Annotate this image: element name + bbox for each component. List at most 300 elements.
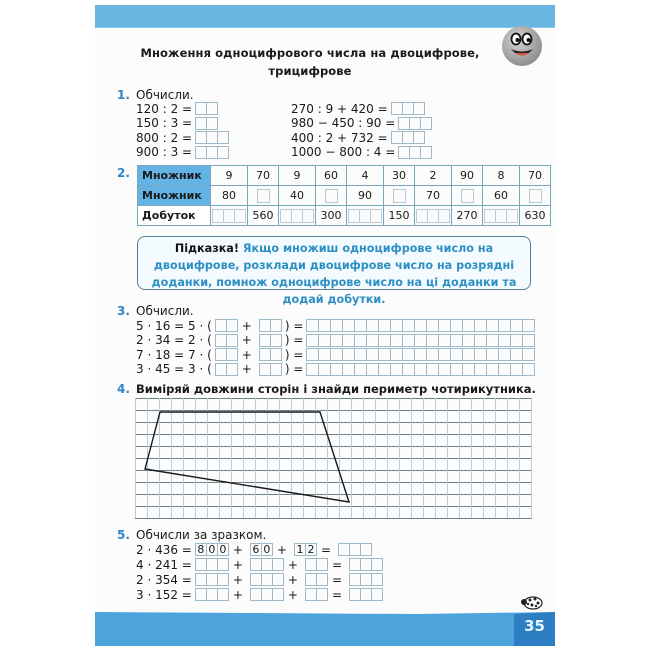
answer-digit-box[interactable] bbox=[361, 559, 372, 570]
tens-boxes[interactable] bbox=[250, 543, 273, 556]
answer-digit-box[interactable] bbox=[307, 349, 319, 360]
answer-digit-box[interactable] bbox=[207, 589, 218, 600]
answer-digit-box[interactable] bbox=[379, 320, 391, 331]
factor-2-cell: 90 bbox=[347, 186, 384, 206]
answer-digit-box[interactable] bbox=[343, 335, 355, 346]
answer-digit-box[interactable] bbox=[511, 335, 523, 346]
answer-digit-box[interactable] bbox=[251, 559, 262, 570]
answer-digit-box[interactable] bbox=[410, 118, 421, 129]
answer-digit-box[interactable] bbox=[463, 364, 475, 375]
answer-digit-box[interactable] bbox=[451, 320, 463, 331]
answer-digit-box[interactable] bbox=[428, 210, 439, 222]
factor-2-cell[interactable] bbox=[384, 186, 415, 206]
answer-digit-box[interactable] bbox=[379, 335, 391, 346]
answer-digit-box[interactable] bbox=[403, 364, 415, 375]
equation-expression: 4 · 241 = bbox=[136, 557, 192, 572]
answer-boxes[interactable] bbox=[195, 131, 229, 144]
answer-digit-box[interactable] bbox=[319, 335, 331, 346]
answer-digit-box[interactable] bbox=[306, 559, 317, 570]
decomposition-row bbox=[136, 319, 535, 332]
answer-digit-box[interactable] bbox=[306, 574, 317, 585]
task-3-number: 3. bbox=[117, 304, 130, 318]
units-answer-boxes[interactable] bbox=[259, 348, 282, 361]
answer-boxes[interactable] bbox=[416, 209, 450, 223]
answer-digit-box[interactable] bbox=[475, 364, 487, 375]
equation-expression: 7 · 18 = 7 · ( bbox=[136, 347, 212, 362]
answer-digit-box[interactable] bbox=[307, 335, 319, 346]
result-answer-boxes[interactable] bbox=[306, 348, 535, 361]
answer-digit-box[interactable] bbox=[224, 210, 235, 222]
factor-1-cell: 2 bbox=[415, 166, 452, 186]
answer-digit-box[interactable] bbox=[271, 335, 281, 346]
answer-digit-box[interactable] bbox=[417, 210, 428, 222]
answer-digit-box[interactable] bbox=[260, 335, 271, 346]
plus-sign: + bbox=[232, 572, 243, 587]
answer-boxes[interactable] bbox=[212, 209, 246, 223]
factor-1-cell: 30 bbox=[384, 166, 415, 186]
answer-digit-box[interactable] bbox=[421, 118, 431, 129]
plus-sign: + bbox=[276, 542, 287, 557]
units-boxes[interactable] bbox=[305, 558, 328, 571]
units-answer-boxes[interactable] bbox=[259, 334, 282, 347]
equation-expression: 150 : 3 = bbox=[136, 116, 193, 130]
task-4-label: Виміряй довжини сторін і знайди периметр чотирикутника. bbox=[136, 382, 536, 396]
factor-1-cell: 8 bbox=[483, 166, 520, 186]
answer-box[interactable] bbox=[461, 189, 474, 203]
product-cell: 150 bbox=[384, 206, 415, 226]
answer-digit-box[interactable]: 8 bbox=[196, 544, 207, 555]
answer-digit-box[interactable] bbox=[251, 574, 262, 585]
answer-digit-box[interactable] bbox=[367, 335, 379, 346]
answer-digit-box[interactable]: 0 bbox=[207, 544, 218, 555]
equals-sign: = bbox=[331, 572, 343, 587]
factor-1-cell: 9 bbox=[279, 166, 316, 186]
plus-sign: + bbox=[232, 557, 243, 572]
answer-digit-box[interactable] bbox=[475, 335, 487, 346]
factor-1-cell: 70 bbox=[520, 166, 551, 186]
answer-digit-box[interactable] bbox=[403, 320, 415, 331]
smiley-face-icon bbox=[500, 24, 544, 68]
answer-boxes[interactable] bbox=[280, 209, 314, 223]
answer-digit-box[interactable] bbox=[262, 574, 273, 585]
answer-digit-box[interactable] bbox=[216, 320, 227, 331]
tens-boxes[interactable] bbox=[250, 558, 284, 571]
answer-digit-box[interactable] bbox=[355, 349, 367, 360]
factor-1-cell: 60 bbox=[316, 166, 347, 186]
answer-digit-box[interactable] bbox=[207, 118, 217, 129]
answer-digit-box[interactable] bbox=[372, 559, 382, 570]
equation-expression: 2 · 354 = bbox=[136, 572, 192, 587]
answer-digit-box[interactable] bbox=[213, 210, 224, 222]
answer-digit-box[interactable] bbox=[218, 132, 228, 143]
tens-boxes[interactable] bbox=[250, 573, 284, 586]
answer-digit-box[interactable] bbox=[410, 147, 421, 158]
answer-digit-box[interactable] bbox=[207, 574, 218, 585]
equation-expression: 900 : 3 = bbox=[136, 145, 193, 159]
product-cell: 270 bbox=[452, 206, 483, 226]
result-answer-boxes[interactable] bbox=[306, 319, 535, 332]
answer-digit-box[interactable] bbox=[451, 349, 463, 360]
factor-1-cell: 70 bbox=[248, 166, 279, 186]
tens-boxes[interactable] bbox=[250, 588, 284, 601]
example-row bbox=[136, 543, 372, 556]
answer-digit-box[interactable] bbox=[391, 320, 403, 331]
answer-digit-box[interactable] bbox=[487, 335, 499, 346]
factor-2-cell[interactable] bbox=[248, 186, 279, 206]
answer-digit-box[interactable] bbox=[216, 364, 227, 375]
answer-digit-box[interactable] bbox=[350, 544, 361, 555]
equation-expression: 270 : 9 + 420 = bbox=[291, 101, 388, 116]
answer-digit-box[interactable] bbox=[307, 364, 319, 375]
answer-boxes[interactable] bbox=[398, 146, 432, 159]
units-answer-boxes[interactable] bbox=[259, 363, 282, 376]
tens-answer-boxes[interactable] bbox=[215, 363, 238, 376]
answer-digit-box[interactable] bbox=[207, 559, 218, 570]
task-1-label: Обчисли. bbox=[136, 88, 194, 102]
equation-expression: 980 − 450 : 90 = bbox=[291, 116, 396, 130]
answer-digit-box[interactable] bbox=[273, 589, 283, 600]
equation-row bbox=[291, 117, 432, 130]
close-equals: ) = bbox=[284, 333, 304, 347]
answer-digit-box[interactable] bbox=[523, 335, 534, 346]
task-4-number: 4. bbox=[117, 382, 130, 396]
answer-digit-box[interactable] bbox=[499, 364, 511, 375]
answer-digit-box[interactable] bbox=[451, 364, 463, 375]
answer-digit-box[interactable]: 0 bbox=[263, 543, 271, 556]
tens-answer-boxes[interactable] bbox=[215, 334, 238, 347]
answer-digit-box[interactable] bbox=[349, 210, 360, 222]
answer-digit-box[interactable] bbox=[372, 589, 382, 600]
answer-digit-box[interactable] bbox=[487, 320, 499, 331]
answer-digit-box[interactable] bbox=[427, 320, 439, 331]
factor-2-cell[interactable] bbox=[452, 186, 483, 206]
equation-expression: 2 · 436 = bbox=[136, 542, 192, 557]
plus-sign: + bbox=[287, 557, 298, 572]
answer-digit-box[interactable] bbox=[391, 335, 403, 346]
answer-digit-box[interactable] bbox=[415, 349, 427, 360]
answer-digit-box[interactable] bbox=[292, 210, 303, 222]
task-5-label: Обчисли за зразком. bbox=[136, 528, 267, 542]
answer-digit-box[interactable] bbox=[227, 364, 237, 375]
equation-row bbox=[291, 146, 432, 159]
answer-digit-box[interactable] bbox=[260, 349, 271, 360]
answer-digit-box[interactable] bbox=[367, 349, 379, 360]
answer-digit-box[interactable] bbox=[317, 589, 327, 600]
answer-digit-box[interactable] bbox=[463, 320, 475, 331]
answer-digit-box[interactable] bbox=[499, 335, 511, 346]
answer-digit-box[interactable] bbox=[260, 364, 271, 375]
factor-2-cell: 40 bbox=[279, 186, 316, 206]
answer-digit-box[interactable] bbox=[392, 132, 403, 143]
answer-digit-box[interactable] bbox=[475, 349, 487, 360]
answer-digit-box[interactable] bbox=[511, 320, 523, 331]
equation-expression: 800 : 2 = bbox=[136, 130, 193, 145]
answer-digit-box[interactable] bbox=[507, 210, 517, 222]
answer-digit-box[interactable] bbox=[331, 320, 343, 331]
result-answer-boxes[interactable] bbox=[306, 334, 535, 347]
answer-digit-box[interactable] bbox=[439, 210, 449, 222]
answer-digit-box[interactable] bbox=[218, 147, 228, 158]
equals-sign: = bbox=[320, 542, 332, 557]
answer-box[interactable] bbox=[257, 189, 270, 203]
units-boxes[interactable] bbox=[294, 543, 317, 556]
answer-digit-box[interactable] bbox=[273, 559, 283, 570]
answer-digit-box[interactable] bbox=[350, 589, 361, 600]
answer-digit-box[interactable] bbox=[421, 147, 431, 158]
answer-digit-box[interactable] bbox=[218, 559, 228, 570]
answer-digit-box[interactable] bbox=[475, 320, 487, 331]
answer-digit-box[interactable]: 1 bbox=[295, 544, 306, 555]
plus-sign: + bbox=[241, 318, 252, 333]
answer-digit-box[interactable] bbox=[439, 349, 451, 360]
hint-text: Якщо множиш одноцифрове число на двоцифрове, розклади двоцифрове число на розрядні доданки, помнож одноцифрове число на ці доданки та додай добутки. bbox=[151, 242, 517, 306]
answer-digit-box[interactable] bbox=[391, 349, 403, 360]
answer-digit-box[interactable] bbox=[281, 210, 292, 222]
hint-box bbox=[137, 236, 531, 306]
answer-digit-box[interactable] bbox=[511, 364, 523, 375]
answer-digit-box[interactable] bbox=[355, 320, 367, 331]
answer-digit-box[interactable] bbox=[207, 103, 217, 114]
answer-box[interactable] bbox=[325, 189, 338, 203]
factor-1-cell: 4 bbox=[347, 166, 384, 186]
tens-answer-boxes[interactable] bbox=[215, 319, 238, 332]
equals-sign: = bbox=[331, 587, 343, 602]
answer-digit-box[interactable] bbox=[485, 210, 496, 222]
answer-digit-box[interactable] bbox=[463, 349, 475, 360]
factor-2-cell: 60 bbox=[483, 186, 520, 206]
answer-digit-box[interactable] bbox=[207, 147, 218, 158]
answer-digit-box[interactable] bbox=[331, 335, 343, 346]
answer-digit-box[interactable] bbox=[306, 589, 317, 600]
answer-digit-box[interactable] bbox=[271, 349, 281, 360]
answer-digit-box[interactable] bbox=[271, 364, 281, 375]
answer-digit-box[interactable] bbox=[427, 335, 439, 346]
task-5-number: 5. bbox=[117, 528, 130, 542]
product-cell[interactable] bbox=[415, 206, 452, 226]
hundreds-boxes[interactable] bbox=[195, 588, 229, 601]
answer-digit-box[interactable] bbox=[451, 335, 463, 346]
hundreds-boxes[interactable] bbox=[195, 573, 229, 586]
equation-row bbox=[291, 131, 425, 144]
answer-digit-box[interactable] bbox=[403, 132, 414, 143]
answer-digit-box[interactable] bbox=[355, 335, 367, 346]
result-boxes[interactable] bbox=[349, 573, 383, 586]
answer-digit-box[interactable] bbox=[262, 559, 273, 570]
answer-digit-box[interactable] bbox=[343, 320, 355, 331]
answer-digit-box[interactable] bbox=[319, 349, 331, 360]
answer-digit-box[interactable] bbox=[403, 349, 415, 360]
factor-2-cell[interactable] bbox=[316, 186, 347, 206]
answer-digit-box[interactable] bbox=[251, 589, 262, 600]
answer-boxes[interactable] bbox=[195, 117, 218, 130]
answer-box[interactable] bbox=[529, 189, 542, 203]
answer-digit-box[interactable] bbox=[196, 589, 207, 600]
answer-digit-box[interactable] bbox=[487, 364, 499, 375]
answer-digit-box[interactable] bbox=[317, 574, 327, 585]
answer-digit-box[interactable] bbox=[372, 574, 382, 585]
answer-digit-box[interactable] bbox=[196, 103, 207, 114]
answer-boxes[interactable] bbox=[195, 102, 218, 115]
answer-digit-box[interactable] bbox=[196, 147, 207, 158]
answer-digit-box[interactable] bbox=[271, 320, 281, 331]
factor-2-cell[interactable] bbox=[520, 186, 551, 206]
answer-digit-box[interactable] bbox=[361, 574, 372, 585]
decomposition-row bbox=[136, 334, 535, 347]
answer-digit-box[interactable] bbox=[216, 349, 227, 360]
product-cell[interactable] bbox=[347, 206, 384, 226]
answer-digit-box[interactable] bbox=[523, 320, 534, 331]
answer-digit-box[interactable] bbox=[273, 574, 283, 585]
answer-digit-box[interactable] bbox=[379, 364, 391, 375]
product-cell[interactable] bbox=[279, 206, 316, 226]
row-label-factor-2: Множник bbox=[138, 186, 211, 206]
answer-digit-box[interactable] bbox=[235, 210, 245, 222]
answer-digit-box[interactable] bbox=[361, 589, 372, 600]
answer-boxes[interactable] bbox=[398, 117, 432, 130]
answer-digit-box[interactable] bbox=[403, 335, 415, 346]
answer-digit-box[interactable] bbox=[227, 335, 237, 346]
answer-digit-box[interactable] bbox=[499, 349, 511, 360]
plus-sign: + bbox=[241, 362, 252, 376]
answer-digit-box[interactable] bbox=[331, 364, 343, 375]
answer-digit-box[interactable]: 6 bbox=[251, 544, 262, 555]
product-cell[interactable] bbox=[483, 206, 520, 226]
answer-digit-box[interactable] bbox=[307, 320, 319, 331]
result-boxes[interactable] bbox=[349, 558, 383, 571]
answer-digit-box[interactable] bbox=[415, 335, 427, 346]
decomposition-row bbox=[136, 363, 535, 376]
answer-digit-box[interactable] bbox=[350, 559, 361, 570]
answer-digit-box[interactable] bbox=[463, 335, 475, 346]
answer-digit-box[interactable] bbox=[399, 147, 410, 158]
product-cell[interactable] bbox=[211, 206, 248, 226]
answer-digit-box[interactable] bbox=[339, 544, 350, 555]
answer-digit-box[interactable] bbox=[319, 320, 331, 331]
answer-digit-box[interactable] bbox=[439, 364, 451, 375]
answer-digit-box[interactable] bbox=[317, 559, 327, 570]
plus-sign: + bbox=[287, 572, 298, 587]
answer-digit-box[interactable] bbox=[196, 574, 207, 585]
answer-digit-box[interactable] bbox=[196, 118, 207, 129]
answer-digit-box[interactable] bbox=[439, 320, 451, 331]
answer-digit-box[interactable] bbox=[496, 210, 507, 222]
answer-boxes[interactable] bbox=[391, 102, 425, 115]
answer-digit-box[interactable] bbox=[415, 320, 427, 331]
answer-digit-box[interactable] bbox=[439, 335, 451, 346]
answer-digit-box[interactable] bbox=[343, 349, 355, 360]
expansion-row bbox=[136, 558, 383, 571]
equation-expression: 120 : 2 = bbox=[136, 101, 193, 116]
answer-digit-box[interactable] bbox=[343, 364, 355, 375]
units-boxes[interactable] bbox=[305, 588, 328, 601]
answer-digit-box[interactable] bbox=[379, 349, 391, 360]
graph-paper-grid bbox=[135, 398, 532, 519]
answer-digit-box[interactable] bbox=[403, 103, 414, 114]
top-decorative-band bbox=[95, 5, 555, 28]
answer-digit-box[interactable] bbox=[355, 364, 367, 375]
answer-boxes[interactable] bbox=[195, 146, 229, 159]
answer-digit-box[interactable] bbox=[262, 589, 273, 600]
answer-digit-box[interactable] bbox=[361, 544, 371, 555]
answer-digit-box[interactable] bbox=[367, 364, 379, 375]
factor-2-cell: 80 bbox=[211, 186, 248, 206]
answer-digit-box[interactable] bbox=[427, 349, 439, 360]
answer-digit-box[interactable] bbox=[350, 574, 361, 585]
title-line-2: трицифрове bbox=[268, 64, 352, 78]
plus-sign: + bbox=[241, 347, 252, 362]
answer-digit-box[interactable] bbox=[487, 349, 499, 360]
result-answer-boxes[interactable] bbox=[306, 363, 535, 376]
answer-digit-box[interactable] bbox=[511, 349, 523, 360]
answer-boxes[interactable] bbox=[484, 209, 518, 223]
answer-digit-box[interactable] bbox=[399, 118, 410, 129]
answer-digit-box[interactable] bbox=[360, 210, 371, 222]
answer-digit-box[interactable] bbox=[499, 320, 511, 331]
answer-digit-box[interactable] bbox=[414, 103, 424, 114]
answer-digit-box[interactable] bbox=[303, 210, 313, 222]
answer-digit-box[interactable] bbox=[196, 132, 207, 143]
answer-digit-box[interactable] bbox=[414, 132, 424, 143]
result-boxes[interactable] bbox=[349, 588, 383, 601]
equation-expression: 5 · 16 = 5 · ( bbox=[136, 318, 212, 333]
bottom-decorative-band bbox=[95, 612, 555, 646]
answer-digit-box[interactable] bbox=[367, 320, 379, 331]
answer-digit-box[interactable] bbox=[227, 320, 237, 331]
task-2-number: 2. bbox=[117, 166, 130, 180]
answer-digit-box[interactable]: 2 bbox=[307, 543, 315, 556]
answer-digit-box[interactable] bbox=[216, 335, 227, 346]
units-answer-boxes[interactable] bbox=[259, 319, 282, 332]
tens-answer-boxes[interactable] bbox=[215, 348, 238, 361]
multiplication-table bbox=[137, 165, 551, 226]
expansion-row bbox=[136, 573, 383, 586]
answer-boxes[interactable] bbox=[348, 209, 382, 223]
answer-box[interactable] bbox=[393, 189, 406, 203]
answer-digit-box[interactable] bbox=[391, 364, 403, 375]
row-label-product: Добуток bbox=[138, 206, 211, 226]
answer-digit-box[interactable] bbox=[218, 589, 228, 600]
answer-digit-box[interactable] bbox=[415, 364, 427, 375]
answer-digit-box[interactable] bbox=[523, 349, 534, 360]
plus-sign: + bbox=[232, 587, 243, 602]
row-label-factor-1: Множник bbox=[138, 166, 211, 186]
result-boxes[interactable] bbox=[338, 543, 372, 556]
answer-digit-box[interactable] bbox=[331, 349, 343, 360]
product-cell: 630 bbox=[520, 206, 551, 226]
answer-digit-box[interactable] bbox=[218, 574, 228, 585]
answer-digit-box[interactable] bbox=[207, 132, 218, 143]
units-boxes[interactable] bbox=[305, 573, 328, 586]
equation-expression: 2 · 34 = 2 · ( bbox=[136, 333, 212, 347]
answer-digit-box[interactable]: 0 bbox=[219, 543, 227, 556]
hundreds-boxes[interactable] bbox=[195, 558, 229, 571]
factor-1-cell: 9 bbox=[211, 166, 248, 186]
answer-digit-box[interactable] bbox=[427, 364, 439, 375]
ladybug-icon bbox=[520, 594, 544, 610]
answer-digit-box[interactable] bbox=[227, 349, 237, 360]
answer-digit-box[interactable] bbox=[260, 320, 271, 331]
answer-digit-box[interactable] bbox=[371, 210, 381, 222]
answer-digit-box[interactable] bbox=[523, 364, 534, 375]
answer-digit-box[interactable] bbox=[196, 559, 207, 570]
answer-boxes[interactable] bbox=[391, 131, 425, 144]
answer-digit-box[interactable] bbox=[319, 364, 331, 375]
close-equals: ) = bbox=[284, 362, 304, 376]
factor-1-cell: 90 bbox=[452, 166, 483, 186]
equation-row bbox=[136, 146, 229, 159]
answer-digit-box[interactable] bbox=[392, 103, 403, 114]
hundreds-boxes[interactable] bbox=[195, 543, 229, 556]
